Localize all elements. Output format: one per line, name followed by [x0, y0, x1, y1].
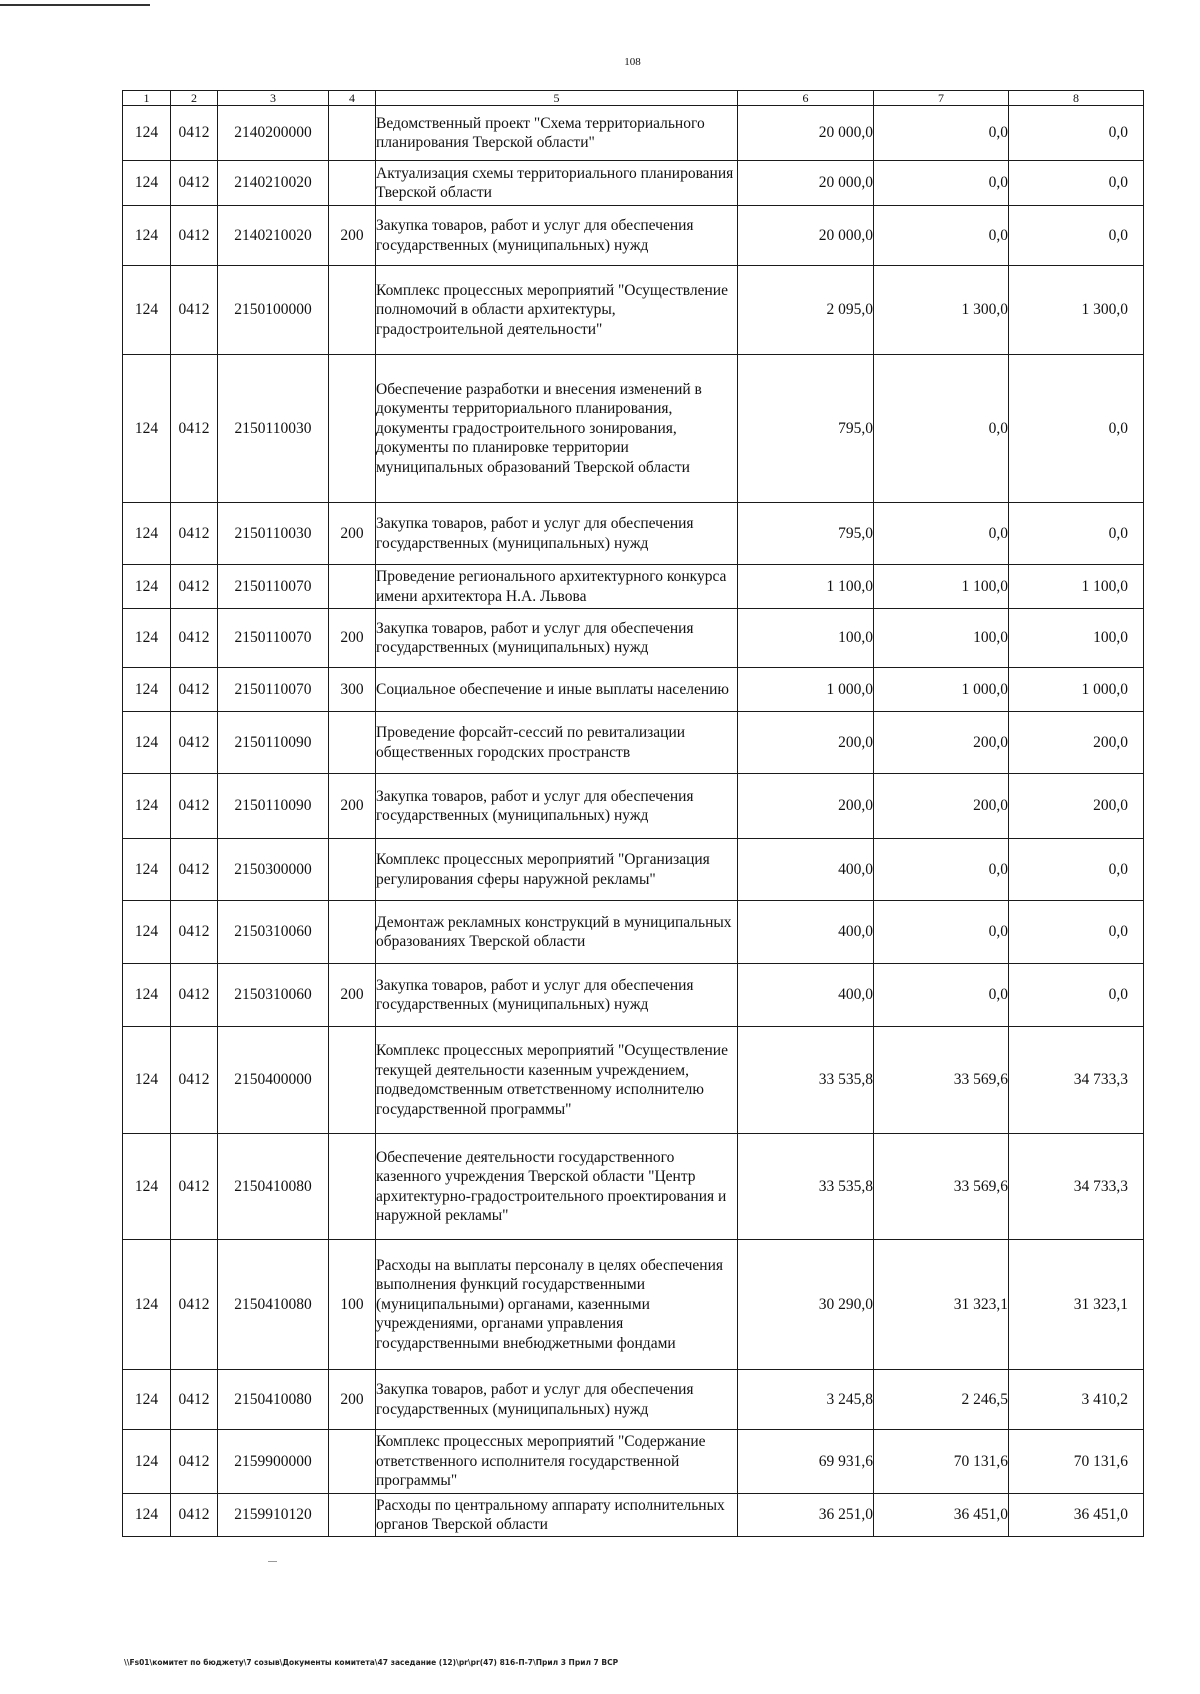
amount-col7-cell: 0,0 [874, 206, 1009, 266]
amount-col7-cell: 70 131,6 [874, 1430, 1009, 1494]
section-code-cell: 0412 [171, 712, 218, 774]
amount-col6-cell: 100,0 [738, 609, 874, 668]
amount-col6-cell: 400,0 [738, 964, 874, 1027]
amount-col6-cell: 69 931,6 [738, 1430, 874, 1494]
expense-type-cell: 200 [329, 609, 376, 668]
table-row [123, 1027, 1144, 1134]
amount-col7-cell: 0,0 [874, 161, 1009, 206]
amount-col7-cell: 1 300,0 [874, 266, 1009, 355]
expense-type-cell [329, 839, 376, 901]
amount-col6-cell: 200,0 [738, 774, 874, 839]
column-header: 2 [171, 91, 218, 106]
target-article-cell: 2150410080 [218, 1134, 329, 1240]
amount-col8-cell: 1 000,0 [1009, 668, 1144, 712]
table-row [123, 1240, 1144, 1370]
table-row [123, 774, 1144, 839]
column-header: 4 [329, 91, 376, 106]
amount-col7-cell: 1 000,0 [874, 668, 1009, 712]
amount-col8-cell: 1 300,0 [1009, 266, 1144, 355]
admin-code-cell: 124 [123, 106, 171, 161]
admin-code-cell: 124 [123, 964, 171, 1027]
target-article-cell: 2159910120 [218, 1494, 329, 1537]
item-name-cell: Проведение регионального архитектурного конкурса имени архитектора Н.А. Львова [376, 565, 738, 609]
amount-col7-cell: 31 323,1 [874, 1240, 1009, 1370]
section-code-cell: 0412 [171, 609, 218, 668]
expense-type-cell [329, 161, 376, 206]
section-code-cell: 0412 [171, 668, 218, 712]
target-article-cell: 2150110090 [218, 774, 329, 839]
amount-col7-cell: 33 569,6 [874, 1134, 1009, 1240]
section-code-cell: 0412 [171, 901, 218, 964]
amount-col8-cell: 0,0 [1009, 901, 1144, 964]
amount-col6-cell: 795,0 [738, 355, 874, 503]
section-code-cell: 0412 [171, 1240, 218, 1370]
amount-col6-cell: 2 095,0 [738, 266, 874, 355]
admin-code-cell: 124 [123, 1027, 171, 1134]
table-row [123, 355, 1144, 503]
amount-col8-cell: 0,0 [1009, 964, 1144, 1027]
item-name-cell: Социальное обеспечение и иные выплаты населению [376, 668, 738, 712]
item-name-cell: Расходы на выплаты персоналу в целях обеспечения выполнения функций государственными (муниципальными) органами, казенными учреждениями, органами управления государственными внебюджетными фондами [376, 1240, 738, 1370]
expense-type-cell: 200 [329, 1370, 376, 1430]
expense-type-cell: 200 [329, 774, 376, 839]
target-article-cell: 2150110030 [218, 503, 329, 565]
expense-type-cell [329, 1027, 376, 1134]
section-code-cell: 0412 [171, 1494, 218, 1537]
page-number: 108 [624, 56, 641, 68]
table-row [123, 609, 1144, 668]
expense-type-cell: 100 [329, 1240, 376, 1370]
table-row [123, 266, 1144, 355]
admin-code-cell: 124 [123, 774, 171, 839]
target-article-cell: 2150300000 [218, 839, 329, 901]
section-code-cell: 0412 [171, 1134, 218, 1240]
stray-scan-mark [268, 1561, 277, 1562]
item-name-cell: Проведение форсайт-сессий по ревитализации общественных городских пространств [376, 712, 738, 774]
expense-type-cell [329, 1430, 376, 1494]
target-article-cell: 2150110070 [218, 609, 329, 668]
target-article-cell: 2150400000 [218, 1027, 329, 1134]
amount-col6-cell: 795,0 [738, 503, 874, 565]
amount-col8-cell: 34 733,3 [1009, 1134, 1144, 1240]
admin-code-cell: 124 [123, 266, 171, 355]
item-name-cell: Обеспечение деятельности государственного казенного учреждения Тверской области "Центр архитектурно-градостроительного проектирования и наружной рекламы" [376, 1134, 738, 1240]
amount-col7-cell: 0,0 [874, 503, 1009, 565]
expense-type-cell [329, 901, 376, 964]
amount-col7-cell: 33 569,6 [874, 1027, 1009, 1134]
admin-code-cell: 124 [123, 565, 171, 609]
target-article-cell: 2150110070 [218, 565, 329, 609]
section-code-cell: 0412 [171, 1027, 218, 1134]
section-code-cell: 0412 [171, 839, 218, 901]
amount-col6-cell: 36 251,0 [738, 1494, 874, 1537]
admin-code-cell: 124 [123, 712, 171, 774]
section-code-cell: 0412 [171, 355, 218, 503]
amount-col7-cell: 200,0 [874, 774, 1009, 839]
expense-type-cell [329, 1134, 376, 1240]
admin-code-cell: 124 [123, 503, 171, 565]
column-header: 8 [1009, 91, 1144, 106]
target-article-cell: 2140200000 [218, 106, 329, 161]
admin-code-cell: 124 [123, 206, 171, 266]
amount-col7-cell: 0,0 [874, 964, 1009, 1027]
expense-type-cell [329, 355, 376, 503]
item-name-cell: Закупка товаров, работ и услуг для обеспечения государственных (муниципальных) нужд [376, 964, 738, 1027]
section-code-cell: 0412 [171, 565, 218, 609]
amount-col6-cell: 20 000,0 [738, 106, 874, 161]
target-article-cell: 2150100000 [218, 266, 329, 355]
amount-col6-cell: 3 245,8 [738, 1370, 874, 1430]
table-row [123, 565, 1144, 609]
amount-col6-cell: 1 100,0 [738, 565, 874, 609]
admin-code-cell: 124 [123, 839, 171, 901]
item-name-cell: Комплекс процессных мероприятий "Осуществление полномочий в области архитектуры, градостроительной деятельности" [376, 266, 738, 355]
expense-type-cell: 200 [329, 503, 376, 565]
admin-code-cell: 124 [123, 1134, 171, 1240]
amount-col8-cell: 3 410,2 [1009, 1370, 1144, 1430]
amount-col8-cell: 0,0 [1009, 839, 1144, 901]
column-header: 7 [874, 91, 1009, 106]
admin-code-cell: 124 [123, 609, 171, 668]
admin-code-cell: 124 [123, 355, 171, 503]
item-name-cell: Закупка товаров, работ и услуг для обеспечения государственных (муниципальных) нужд [376, 206, 738, 266]
expense-type-cell [329, 712, 376, 774]
amount-col8-cell: 0,0 [1009, 161, 1144, 206]
amount-col6-cell: 1 000,0 [738, 668, 874, 712]
amount-col7-cell: 0,0 [874, 839, 1009, 901]
amount-col8-cell: 34 733,3 [1009, 1027, 1144, 1134]
amount-col6-cell: 400,0 [738, 839, 874, 901]
amount-col8-cell: 200,0 [1009, 774, 1144, 839]
section-code-cell: 0412 [171, 774, 218, 839]
amount-col6-cell: 30 290,0 [738, 1240, 874, 1370]
budget-table [122, 90, 1144, 1537]
table-row [123, 106, 1144, 161]
admin-code-cell: 124 [123, 1430, 171, 1494]
admin-code-cell: 124 [123, 668, 171, 712]
section-code-cell: 0412 [171, 1430, 218, 1494]
table-row [123, 712, 1144, 774]
item-name-cell: Закупка товаров, работ и услуг для обеспечения государственных (муниципальных) нужд [376, 503, 738, 565]
scan-edge-mark [0, 4, 150, 6]
target-article-cell: 2150110030 [218, 355, 329, 503]
amount-col8-cell: 1 100,0 [1009, 565, 1144, 609]
item-name-cell: Закупка товаров, работ и услуг для обеспечения государственных (муниципальных) нужд [376, 774, 738, 839]
column-header: 3 [218, 91, 329, 106]
table-row [123, 1134, 1144, 1240]
amount-col8-cell: 0,0 [1009, 503, 1144, 565]
section-code-cell: 0412 [171, 1370, 218, 1430]
item-name-cell: Комплекс процессных мероприятий "Осуществление текущей деятельности казенным учреждением, подведомственным ответственному исполнителю государственной программы" [376, 1027, 738, 1134]
admin-code-cell: 124 [123, 161, 171, 206]
target-article-cell: 2150110090 [218, 712, 329, 774]
amount-col6-cell: 200,0 [738, 712, 874, 774]
amount-col6-cell: 20 000,0 [738, 161, 874, 206]
expense-type-cell: 200 [329, 964, 376, 1027]
amount-col7-cell: 0,0 [874, 106, 1009, 161]
item-name-cell: Закупка товаров, работ и услуг для обеспечения государственных (муниципальных) нужд [376, 1370, 738, 1430]
expense-type-cell: 300 [329, 668, 376, 712]
amount-col6-cell: 20 000,0 [738, 206, 874, 266]
table-row [123, 1494, 1144, 1537]
amount-col8-cell: 36 451,0 [1009, 1494, 1144, 1537]
amount-col6-cell: 33 535,8 [738, 1027, 874, 1134]
amount-col8-cell: 0,0 [1009, 355, 1144, 503]
item-name-cell: Обеспечение разработки и внесения изменений в документы территориального планирования, документы градостроительного зонирования, документы по планировке территории муниципальных образований Тверской области [376, 355, 738, 503]
amount-col7-cell: 36 451,0 [874, 1494, 1009, 1537]
item-name-cell: Закупка товаров, работ и услуг для обеспечения государственных (муниципальных) нужд [376, 609, 738, 668]
table-row [123, 668, 1144, 712]
target-article-cell: 2150310060 [218, 964, 329, 1027]
table-row [123, 206, 1144, 266]
section-code-cell: 0412 [171, 161, 218, 206]
amount-col6-cell: 400,0 [738, 901, 874, 964]
amount-col8-cell: 0,0 [1009, 206, 1144, 266]
section-code-cell: 0412 [171, 503, 218, 565]
section-code-cell: 0412 [171, 964, 218, 1027]
item-name-cell: Комплекс процессных мероприятий "Организация регулирования сферы наружной рекламы" [376, 839, 738, 901]
item-name-cell: Комплекс процессных мероприятий "Содержание ответственного исполнителя государственной программы" [376, 1430, 738, 1494]
expense-type-cell [329, 1494, 376, 1537]
column-header: 1 [123, 91, 171, 106]
target-article-cell: 2150310060 [218, 901, 329, 964]
expense-type-cell: 200 [329, 206, 376, 266]
table-row [123, 839, 1144, 901]
target-article-cell: 2140210020 [218, 161, 329, 206]
amount-col7-cell: 2 246,5 [874, 1370, 1009, 1430]
amount-col8-cell: 200,0 [1009, 712, 1144, 774]
amount-col8-cell: 0,0 [1009, 106, 1144, 161]
item-name-cell: Ведомственный проект "Схема территориального планирования Тверской области" [376, 106, 738, 161]
column-header: 6 [738, 91, 874, 106]
expense-type-cell [329, 106, 376, 161]
table-row [123, 161, 1144, 206]
table-row [123, 1370, 1144, 1430]
table-row [123, 901, 1144, 964]
item-name-cell: Расходы по центральному аппарату исполнительных органов Тверской области [376, 1494, 738, 1537]
item-name-cell: Демонтаж рекламных конструкций в муниципальных образованиях Тверской области [376, 901, 738, 964]
target-article-cell: 2140210020 [218, 206, 329, 266]
amount-col7-cell: 0,0 [874, 355, 1009, 503]
section-code-cell: 0412 [171, 266, 218, 355]
expense-type-cell [329, 266, 376, 355]
amount-col8-cell: 70 131,6 [1009, 1430, 1144, 1494]
admin-code-cell: 124 [123, 1494, 171, 1537]
column-number-row [123, 91, 1144, 106]
admin-code-cell: 124 [123, 1240, 171, 1370]
expense-type-cell [329, 565, 376, 609]
admin-code-cell: 124 [123, 901, 171, 964]
footer-file-path: \\Fs01\комитет по бюджету\7 созыв\Документы комитета\47 заседание (12)\pr\pr(47) 816-П-7\Прил 3 Прил 7 ВСР [124, 1658, 619, 1667]
table-row [123, 1430, 1144, 1494]
column-header: 5 [376, 91, 738, 106]
section-code-cell: 0412 [171, 206, 218, 266]
admin-code-cell: 124 [123, 1370, 171, 1430]
section-code-cell: 0412 [171, 106, 218, 161]
target-article-cell: 2150410080 [218, 1240, 329, 1370]
amount-col7-cell: 1 100,0 [874, 565, 1009, 609]
item-name-cell: Актуализация схемы территориального планирования Тверской области [376, 161, 738, 206]
target-article-cell: 2150110070 [218, 668, 329, 712]
target-article-cell: 2150410080 [218, 1370, 329, 1430]
amount-col7-cell: 200,0 [874, 712, 1009, 774]
table-row [123, 964, 1144, 1027]
table-row [123, 503, 1144, 565]
amount-col7-cell: 100,0 [874, 609, 1009, 668]
amount-col8-cell: 100,0 [1009, 609, 1144, 668]
amount-col6-cell: 33 535,8 [738, 1134, 874, 1240]
amount-col8-cell: 31 323,1 [1009, 1240, 1144, 1370]
amount-col7-cell: 0,0 [874, 901, 1009, 964]
target-article-cell: 2159900000 [218, 1430, 329, 1494]
